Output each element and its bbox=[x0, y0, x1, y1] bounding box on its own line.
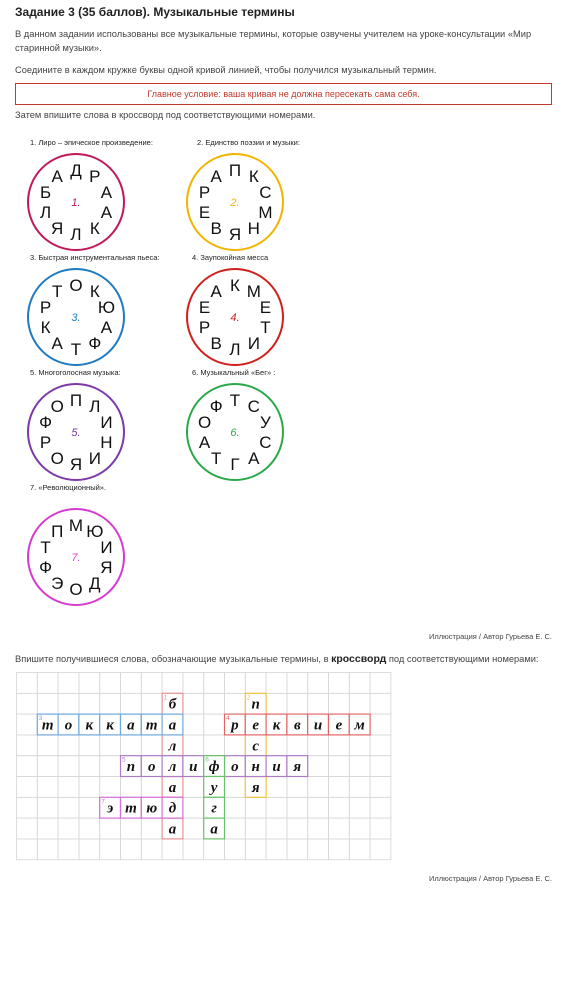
circle-letter: Е bbox=[198, 298, 211, 318]
crossword-letter: т bbox=[125, 800, 137, 817]
circle-number: 2. bbox=[230, 197, 240, 209]
grid-cell bbox=[349, 693, 370, 714]
grid-cell bbox=[121, 839, 142, 860]
grid-cell bbox=[266, 673, 287, 694]
word-number: 4 bbox=[226, 715, 230, 723]
grid-cell bbox=[17, 797, 38, 818]
grid-cell bbox=[329, 673, 350, 694]
grid-cell bbox=[58, 839, 79, 860]
grid-cell bbox=[141, 735, 162, 756]
circle-letter: У bbox=[260, 413, 271, 433]
crossword-letter: н bbox=[251, 759, 260, 776]
grid-cell bbox=[79, 797, 100, 818]
grid-cell bbox=[183, 693, 204, 714]
crossword-letter: э bbox=[106, 800, 114, 817]
circle-letter: Н bbox=[247, 218, 260, 238]
circle-number: 3. bbox=[71, 312, 81, 324]
circle-letter: Р bbox=[39, 298, 52, 318]
circle-label: 5. Многоголосная музыка: bbox=[30, 368, 121, 377]
circle-letter: Ю bbox=[97, 298, 116, 318]
grid-cell bbox=[204, 714, 225, 735]
circle-letter: Э bbox=[51, 573, 64, 593]
grid-cell bbox=[204, 735, 225, 756]
crossword-letter: я bbox=[293, 759, 302, 776]
grid-cell bbox=[121, 673, 142, 694]
grid-cell bbox=[121, 693, 142, 714]
crossword-letter: и bbox=[313, 717, 323, 734]
circle-letter: К bbox=[248, 167, 259, 187]
grid-cell bbox=[266, 818, 287, 839]
crossword-grid bbox=[16, 672, 396, 864]
crossword-letter: о bbox=[231, 759, 239, 776]
word-number: 3 bbox=[38, 715, 43, 723]
crossword-letter: о bbox=[64, 717, 73, 734]
crossword-letter: с bbox=[252, 738, 260, 755]
grid-cell bbox=[17, 756, 38, 777]
circle-letter: Я bbox=[51, 218, 64, 238]
grid-cell bbox=[37, 839, 58, 860]
grid-cell bbox=[266, 797, 287, 818]
circle-letter: И bbox=[247, 333, 260, 353]
circle-letter: С bbox=[259, 432, 272, 452]
grid-cell bbox=[287, 673, 308, 694]
grid-cell bbox=[100, 818, 121, 839]
circle-letter: Т bbox=[260, 317, 271, 337]
grid-cell bbox=[370, 797, 391, 818]
grid-cell bbox=[100, 673, 121, 694]
word-circle-1 bbox=[28, 138, 153, 250]
circle-letter: И bbox=[88, 448, 101, 468]
crossword-letter: а bbox=[168, 779, 177, 796]
crossword-letter: г bbox=[211, 800, 217, 817]
grid-cell bbox=[245, 839, 266, 860]
circle-letter: В bbox=[210, 333, 222, 353]
grid-cell bbox=[17, 693, 38, 714]
circle-letter: П bbox=[51, 522, 64, 542]
word-circle-5 bbox=[28, 368, 124, 480]
circle-letter: Л bbox=[89, 397, 101, 417]
circle-letter: Р bbox=[198, 183, 211, 203]
circle-letter: Ф bbox=[39, 413, 53, 433]
grid-cell bbox=[349, 818, 370, 839]
circle-letter: Т bbox=[229, 391, 241, 410]
grid-cell bbox=[17, 777, 38, 798]
circle-letter: Р bbox=[39, 432, 52, 452]
grid-cell bbox=[100, 735, 121, 756]
circle-label: 3. Быстрая инструментальная пьеса: bbox=[30, 253, 160, 262]
word-number: 7 bbox=[101, 798, 105, 806]
grid-cell bbox=[100, 756, 121, 777]
grid-cell bbox=[308, 777, 329, 798]
crossword-letter: п bbox=[126, 759, 136, 776]
crossword-letter: т bbox=[41, 717, 54, 734]
grid-cell bbox=[37, 777, 58, 798]
grid-cell bbox=[287, 693, 308, 714]
circle-letter: Р bbox=[198, 317, 211, 337]
crossword-letter: к bbox=[272, 717, 281, 734]
grid-cell bbox=[58, 756, 79, 777]
word-number: 1 bbox=[163, 694, 168, 702]
grid-cell bbox=[141, 673, 162, 694]
grid-cell bbox=[308, 839, 329, 860]
grid-cell bbox=[308, 818, 329, 839]
circle-letter: Б bbox=[39, 183, 52, 203]
grid-cell bbox=[58, 818, 79, 839]
illustration-credit-2: Иллюстрация / Автор Гурьева Е. С. bbox=[429, 874, 552, 883]
grid-cell bbox=[370, 673, 391, 694]
circle-letter: Т bbox=[210, 448, 222, 468]
grid-cell bbox=[329, 818, 350, 839]
grid-cell bbox=[141, 693, 162, 714]
grid-cell bbox=[183, 839, 204, 860]
grid-cell bbox=[79, 693, 100, 714]
crossword-letter: м bbox=[354, 717, 365, 734]
grid-cell bbox=[225, 777, 246, 798]
circle-letter: М bbox=[246, 282, 261, 302]
grid-cell bbox=[100, 693, 121, 714]
grid-cell bbox=[245, 818, 266, 839]
grid-cell bbox=[79, 673, 100, 694]
grid-cell bbox=[37, 735, 58, 756]
grid-cell bbox=[287, 818, 308, 839]
grid-cell bbox=[245, 673, 266, 694]
word-circle-4 bbox=[187, 253, 283, 365]
grid-cell bbox=[225, 693, 246, 714]
grid-cell bbox=[162, 839, 183, 860]
crossword-letter: л bbox=[168, 759, 177, 776]
circle-letter: Л bbox=[70, 225, 82, 244]
circle-label: 7. «Революционный». bbox=[30, 483, 107, 492]
crossword-letter: л bbox=[168, 738, 177, 755]
circle-letter: А bbox=[248, 448, 260, 468]
grid-cell bbox=[204, 839, 225, 860]
circle-letter: О bbox=[69, 276, 83, 295]
circle-letter: А bbox=[100, 202, 113, 222]
circle-letter: П bbox=[69, 391, 83, 410]
grid-cell bbox=[79, 735, 100, 756]
crossword-letter: п bbox=[251, 696, 260, 713]
grid-cell bbox=[37, 756, 58, 777]
circle-letter: С bbox=[247, 397, 260, 417]
circle-letter: Г bbox=[230, 455, 240, 474]
crossword-letter: а bbox=[168, 821, 177, 838]
circle-letter: С bbox=[259, 183, 272, 203]
circle-letter: Е bbox=[198, 202, 211, 222]
grid-cell bbox=[58, 693, 79, 714]
grid-cell bbox=[79, 839, 100, 860]
crossword-letter: ф bbox=[208, 759, 220, 776]
circle-letter: Т bbox=[40, 538, 51, 558]
crossword-letter: и bbox=[189, 759, 198, 776]
circle-letter: В bbox=[210, 218, 222, 238]
crossword-letter: а bbox=[127, 717, 135, 734]
circle-letter: А bbox=[210, 282, 222, 302]
grid-cell bbox=[370, 714, 391, 735]
circle-letter: Ф bbox=[39, 557, 53, 577]
circle-label: 4. Заупокойная месса bbox=[192, 253, 269, 262]
circle-letter: К bbox=[89, 218, 100, 238]
circle-letter: Я bbox=[228, 225, 242, 244]
crossword-letter: о bbox=[147, 759, 156, 776]
grid-cell bbox=[17, 839, 38, 860]
crossword-letter: д bbox=[168, 800, 177, 817]
crossword-letter: у bbox=[210, 779, 218, 796]
grid-cell bbox=[287, 797, 308, 818]
circle-letter: Т bbox=[51, 282, 63, 302]
grid-cell bbox=[287, 735, 308, 756]
caption-bold: кроссворд bbox=[331, 653, 387, 665]
grid-cell bbox=[266, 839, 287, 860]
circle-label: 6. Музыкальный «Бег» : bbox=[192, 368, 276, 377]
circle-letter: Е bbox=[259, 298, 272, 318]
grid-cell bbox=[349, 756, 370, 777]
grid-cell bbox=[204, 673, 225, 694]
crossword-letter: а bbox=[210, 821, 218, 838]
grid-cell bbox=[245, 797, 266, 818]
grid-cell bbox=[121, 777, 142, 798]
word-number: 2 bbox=[246, 694, 251, 702]
grid-cell bbox=[121, 735, 142, 756]
grid-cell bbox=[79, 818, 100, 839]
then-text: Затем впишите слова в кроссворд под соответствующими номерами. bbox=[15, 110, 316, 120]
circle-letter: М bbox=[68, 516, 84, 535]
grid-cell bbox=[370, 818, 391, 839]
circle-letter: К bbox=[89, 282, 100, 302]
grid-cell bbox=[329, 693, 350, 714]
circle-letter: Н bbox=[100, 432, 113, 452]
grid-cell bbox=[58, 735, 79, 756]
grid-cell bbox=[183, 797, 204, 818]
circle-letter: Ю bbox=[86, 522, 104, 542]
crossword-letter: р bbox=[231, 717, 239, 734]
grid-cell bbox=[329, 735, 350, 756]
grid-cell bbox=[141, 777, 162, 798]
grid-cell bbox=[79, 756, 100, 777]
grid-cell bbox=[100, 839, 121, 860]
grid-cell bbox=[225, 673, 246, 694]
grid-cell bbox=[183, 777, 204, 798]
grid-cell bbox=[349, 797, 370, 818]
grid-cell bbox=[370, 839, 391, 860]
circle-letter: И bbox=[100, 413, 113, 433]
grid-cell bbox=[225, 818, 246, 839]
caption-pre: Впишите получившиеся слова, обозначающие музыкальные термины, в bbox=[15, 654, 332, 664]
crossword-letter: ю bbox=[146, 800, 158, 817]
circle-letter: П bbox=[228, 161, 242, 180]
word-number: 6 bbox=[205, 756, 209, 764]
circle-label: 2. Единство поэзии и музыки: bbox=[197, 138, 300, 147]
circle-letter: А bbox=[51, 167, 63, 187]
word-circle-3 bbox=[28, 253, 159, 365]
grid-cell bbox=[204, 693, 225, 714]
crossword-letter: е bbox=[252, 717, 260, 734]
grid-cell bbox=[121, 818, 142, 839]
word-circle-6 bbox=[187, 368, 283, 480]
grid-cell bbox=[349, 673, 370, 694]
grid-cell bbox=[308, 756, 329, 777]
grid-cell bbox=[329, 777, 350, 798]
grid-cell bbox=[141, 818, 162, 839]
grid-cell bbox=[162, 673, 183, 694]
circle-letter: А bbox=[51, 333, 63, 353]
grid-cell bbox=[225, 839, 246, 860]
grid-cell bbox=[37, 693, 58, 714]
crossword-letter: к bbox=[85, 717, 94, 734]
circle-letter: О bbox=[50, 397, 64, 417]
circle-number: 1. bbox=[71, 197, 81, 209]
grid-cell bbox=[370, 777, 391, 798]
circle-letter: Л bbox=[39, 202, 52, 222]
crossword-letter: е bbox=[335, 717, 343, 734]
circle-number: 4. bbox=[230, 312, 240, 324]
circle-letter: А bbox=[210, 167, 222, 187]
grid-cell bbox=[183, 714, 204, 735]
caption-post: под соответствующими номерами: bbox=[386, 654, 539, 664]
grid-cell bbox=[183, 735, 204, 756]
circle-letter: К bbox=[230, 276, 240, 295]
circle-letter: О bbox=[50, 448, 64, 468]
grid-cell bbox=[370, 693, 391, 714]
grid-cell bbox=[349, 735, 370, 756]
circle-letter: О bbox=[197, 413, 212, 433]
grid-cell bbox=[183, 818, 204, 839]
grid-cell bbox=[183, 673, 204, 694]
crossword-letter: б bbox=[168, 696, 177, 713]
grid-cell bbox=[287, 839, 308, 860]
circle-letter: А bbox=[100, 183, 113, 203]
circle-letter: К bbox=[40, 317, 51, 337]
grid-cell bbox=[308, 693, 329, 714]
grid-cell bbox=[225, 735, 246, 756]
grid-cell bbox=[17, 735, 38, 756]
grid-cell bbox=[349, 839, 370, 860]
crossword-letter: к bbox=[106, 717, 114, 734]
crossword-letter: я bbox=[251, 779, 260, 796]
grid-cell bbox=[370, 756, 391, 777]
circle-number: 7. bbox=[71, 552, 81, 564]
grid-cell bbox=[370, 735, 391, 756]
circle-letter: М bbox=[258, 202, 273, 222]
grid-cell bbox=[266, 735, 287, 756]
grid-cell bbox=[17, 818, 38, 839]
grid-cell bbox=[308, 673, 329, 694]
grid-cell bbox=[17, 673, 38, 694]
warning-text: Главное условие: ваша кривая не должна пересекать сама себя. bbox=[147, 89, 420, 99]
circle-letter: Ф bbox=[88, 333, 102, 353]
word-circle-7 bbox=[28, 483, 124, 605]
grid-cell bbox=[58, 777, 79, 798]
grid-cell bbox=[17, 714, 38, 735]
circle-letter: А bbox=[198, 432, 211, 452]
word-circle-2 bbox=[187, 138, 300, 250]
grid-cell bbox=[308, 735, 329, 756]
circle-number: 6. bbox=[230, 427, 240, 439]
instruction-text: Соедините в каждом кружке буквы одной кривой линией, чтобы получился музыкальный термин. bbox=[15, 65, 437, 75]
circle-letter: Д bbox=[89, 573, 101, 593]
grid-cell bbox=[329, 797, 350, 818]
grid-cell bbox=[349, 777, 370, 798]
crossword-letter: и bbox=[272, 759, 281, 776]
circle-number: 5. bbox=[71, 427, 81, 439]
grid-cell bbox=[37, 818, 58, 839]
intro-text: В данном задании использованы все музыкальные термины, которые озвучены учителем на уроке-консультации «Мир старинной музыки». bbox=[15, 29, 532, 53]
circle-letter: Ф bbox=[209, 397, 223, 417]
circle-letter: Р bbox=[89, 167, 101, 187]
crossword-letter: а bbox=[168, 717, 177, 734]
circle-letter: Я bbox=[100, 557, 113, 577]
circle-letter: Д bbox=[70, 161, 82, 180]
crossword-caption bbox=[15, 652, 539, 666]
grid-cell bbox=[141, 839, 162, 860]
circle-letter: Я bbox=[69, 455, 83, 474]
crossword-letter: в bbox=[293, 717, 301, 734]
grid-cell bbox=[225, 797, 246, 818]
grid-cell bbox=[37, 673, 58, 694]
circle-letter: О bbox=[69, 580, 83, 599]
grid-cell bbox=[308, 797, 329, 818]
circle-letter: Л bbox=[229, 340, 241, 359]
word-number: 5 bbox=[122, 756, 126, 764]
circle-letter: Т bbox=[70, 340, 82, 359]
crossword-letter: т bbox=[145, 717, 158, 734]
circle-letter: А bbox=[100, 317, 113, 337]
grid-cell bbox=[37, 797, 58, 818]
page-title: Задание 3 (35 баллов). Музыкальные термины bbox=[15, 5, 295, 19]
grid-cell bbox=[287, 777, 308, 798]
grid-cell bbox=[79, 777, 100, 798]
grid-cell bbox=[329, 839, 350, 860]
grid-cell bbox=[266, 693, 287, 714]
circle-label: 1. Лиро – эпическое произведение: bbox=[30, 138, 153, 147]
circle-letter: И bbox=[100, 538, 113, 558]
grid-cell bbox=[266, 777, 287, 798]
grid-cell bbox=[58, 673, 79, 694]
grid-cell bbox=[100, 777, 121, 798]
illustration-credit: Иллюстрация / Автор Гурьева Е. С. bbox=[429, 632, 552, 641]
grid-cell bbox=[58, 797, 79, 818]
grid-cell bbox=[329, 756, 350, 777]
